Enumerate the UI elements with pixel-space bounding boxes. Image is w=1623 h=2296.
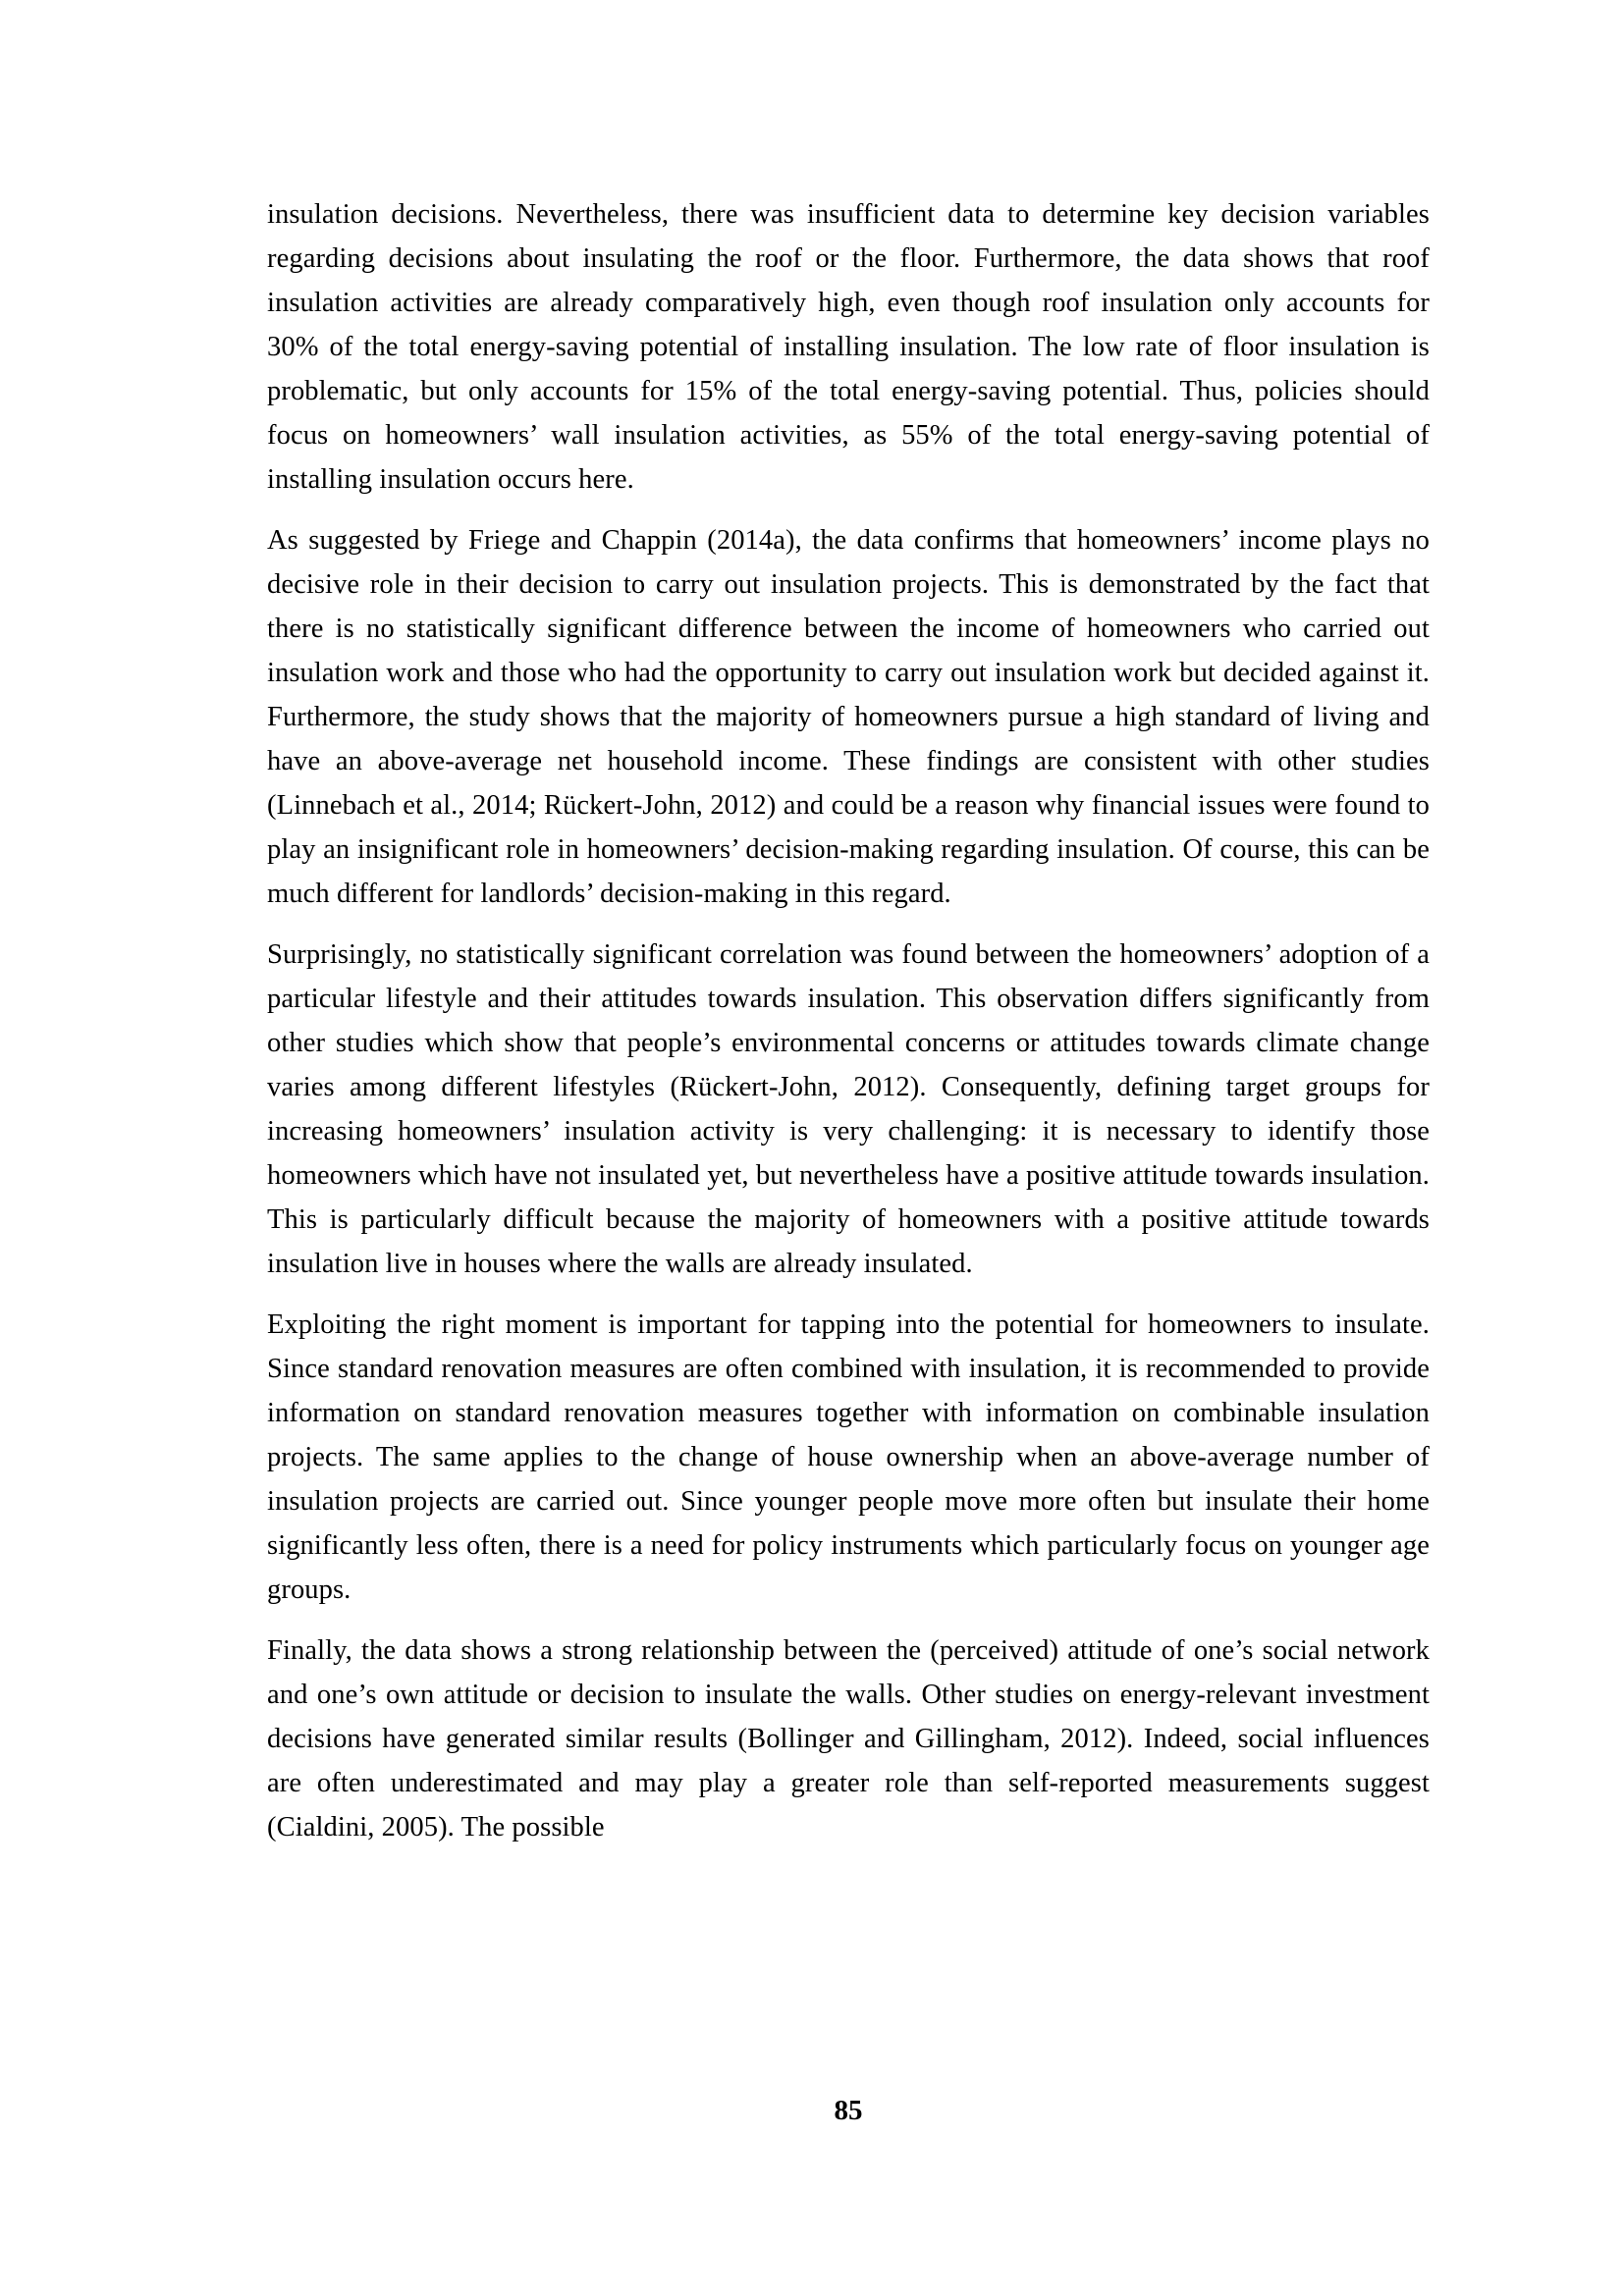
body-paragraph: Exploiting the right moment is important for tapping into the potential for homeowners to insulate. Since standard renovation measures are often combined with insulation, it is recommended to provide information on standard renovation measures together with information on combinable insulation projects. The same applies to the change of house ownership when an above-average number of insulation projects are carried out. Since younger people move more often but insulate their home significantly less often, there is a need for policy instruments which particularly focus on younger age groups. [267, 1309, 1430, 1605]
body-text [267, 192, 1430, 1866]
body-paragraph: Surprisingly, no statistically significant correlation was found between the homeowners’ adoption of a particular lifestyle and their attitudes towards insulation. This observation differs significantly from other studies which show that people’s environmental concerns or attitudes towards climate change varies among different lifestyles (Rückert-John, 2012). Consequently, defining target groups for increasing homeowners’ insulation activity is very challenging: it is necessary to identify those homeowners which have not insulated yet, but nevertheless have a positive attitude towards insulation. This is particularly difficult because the majority of homeowners with a positive attitude towards insulation live in houses where the walls are already insulated. [267, 939, 1430, 1279]
body-paragraph: As suggested by Friege and Chappin (2014a), the data confirms that homeowners’ income plays no decisive role in their decision to carry out insulation projects. This is demonstrated by the fact that there is no statistically significant difference between the income of homeowners who carried out insulation work and those who had the opportunity to carry out insulation work but decided against it. Furthermore, the study shows that the majority of homeowners pursue a high standard of living and have an above-average net household income. These findings are consistent with other studies (Linnebach et al., 2014; Rückert-John, 2012) and could be a reason why financial issues were found to play an insignificant role in homeowners’ decision-making regarding insulation. Of course, this can be much different for landlords’ decision-making in this regard. [267, 525, 1430, 909]
page-number: 85 [834, 2095, 863, 2126]
body-paragraph: insulation decisions. Nevertheless, there was insufficient data to determine key decision variables regarding decisions about insulating the roof or the floor. Furthermore, the data shows that roof insulation activities are already comparatively high, even though roof insulation only accounts for 30% of the total energy-saving potential of installing insulation. The low rate of floor insulation is problematic, but only accounts for 15% of the total energy-saving potential. Thus, policies should focus on homeowners’ wall insulation activities, as 55% of the total energy-saving potential of installing insulation occurs here. [267, 199, 1430, 495]
body-paragraph: Finally, the data shows a strong relationship between the (perceived) attitude of one’s social network and one’s own attitude or decision to insulate the walls. Other studies on energy-relevant investment decisions have generated similar results (Bollinger and Gillingham, 2012). Indeed, social influences are often underestimated and may play a greater role than self-reported measurements suggest (Cialdini, 2005). The possible [267, 1635, 1430, 1842]
